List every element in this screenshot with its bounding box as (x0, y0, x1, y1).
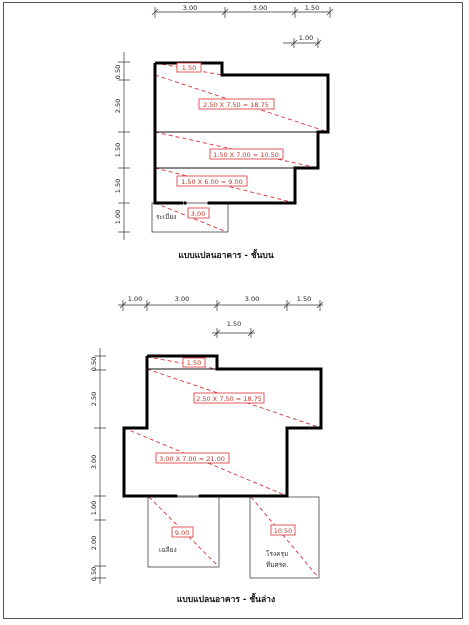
lower-top-dim-2: 3.00 (174, 295, 190, 303)
upper-sub-dim: 1.00 (298, 34, 314, 42)
upper-side-dim-1: 0.50 (114, 64, 122, 80)
lower-side-dim-1: 0.50 (90, 356, 98, 372)
lower-area-1: 1.50 (186, 359, 202, 367)
upper-side-dim-5: 1.00 (114, 209, 122, 225)
lower-area-diagonals (124, 357, 321, 577)
upper-door-jamb-right (207, 201, 210, 204)
upper-floor-caption: แบบแปลนอาคาร - ชั้นบน (178, 251, 274, 261)
lower-side-dim-4: 1.00 (90, 500, 98, 516)
upper-area-1: 1.50 (181, 64, 197, 72)
upper-top-dim-2: 3.00 (252, 4, 268, 12)
lower-floor-caption: แบบแปลนอาคาร - ชั้นล่าง (176, 595, 276, 605)
lower-top-dimension-line (118, 300, 323, 338)
lower-top-dim-4: 1.50 (296, 295, 312, 303)
lower-area-2: 2.50 X 7.50 = 18.75 (196, 395, 262, 403)
upper-top-dim-3: 1.50 (304, 4, 320, 12)
lower-area-3: 3.00 X 7.00 = 21.00 (159, 455, 225, 463)
upper-area-3: 1.50 X 7.00 = 10.50 (213, 151, 279, 159)
upper-side-dim-3: 1.50 (114, 142, 122, 158)
lower-side-dim-3: 3.00 (90, 454, 98, 470)
lower-door-jamb-left (174, 494, 177, 497)
lower-floor-plan (90, 295, 323, 605)
upper-side-dim-4: 1.50 (114, 178, 122, 194)
lower-side-dim-2: 2.50 (90, 391, 98, 407)
upper-area-2: 2.50 X 7.50 = 18.75 (203, 101, 269, 109)
lower-side-dim-6: 0.50 (90, 566, 98, 582)
lower-sub-dim: 1.50 (226, 320, 242, 328)
lower-side-dim-5: 2.00 (90, 535, 98, 551)
lower-top-dim-1: 1.00 (127, 295, 143, 303)
upper-area-4: 1.50 X 6.00 = 9.00 (181, 178, 243, 186)
upper-area-5: 3.00 (190, 210, 206, 218)
lower-room-garage-2: ทีมศรด. (266, 561, 289, 569)
upper-room-balcony: ระเบียง (156, 213, 177, 221)
upper-door-jamb-left (183, 201, 186, 204)
lower-exterior-walls (124, 356, 321, 496)
lower-top-dim-3: 3.00 (244, 295, 260, 303)
lower-area-4: 9.00 (174, 529, 190, 537)
lower-area-5: 10.50 (273, 527, 293, 535)
lower-room-garage-1: โรงครุม (266, 550, 289, 558)
upper-side-dim-2: 2.50 (114, 98, 122, 114)
upper-area-diagonals (155, 63, 328, 232)
lower-door-jamb-right (198, 494, 201, 497)
upper-top-dim-1: 3.00 (182, 4, 198, 12)
upper-floor-plan (114, 4, 333, 261)
lower-room-verandah: เฉลียง (159, 546, 177, 554)
